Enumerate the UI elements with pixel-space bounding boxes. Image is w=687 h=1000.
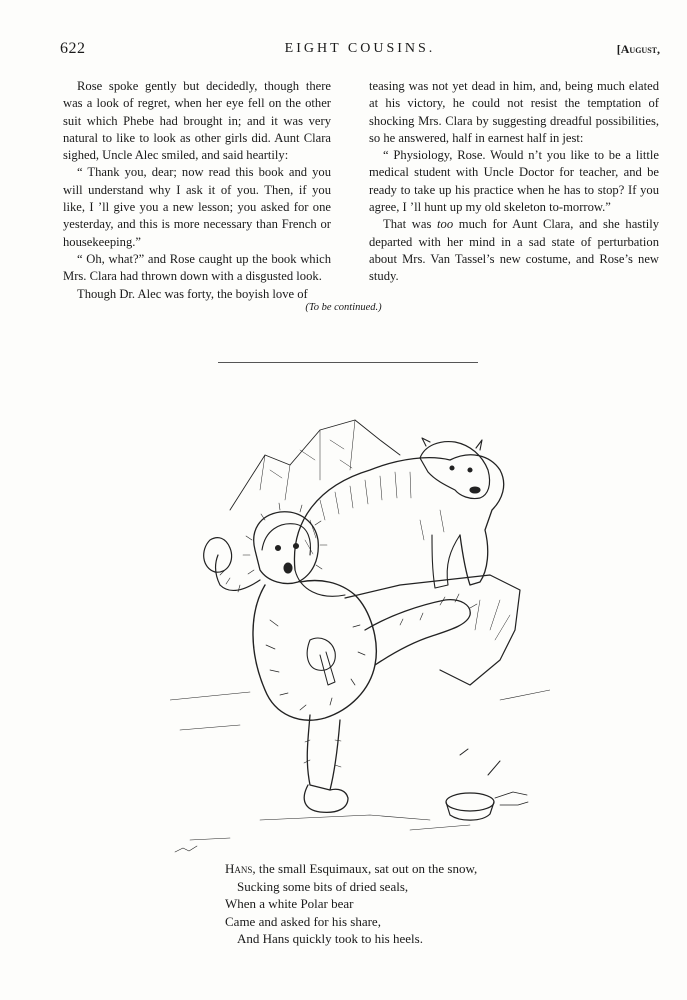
- verse-line: Sucking some bits of dried seals,: [237, 878, 409, 894]
- paragraph: Though Dr. Alec was forty, the boyish love of: [77, 286, 308, 301]
- verse-line-rest: , the small Esquimaux, sat out on the snow,: [252, 861, 478, 876]
- page-number: 622: [60, 40, 86, 57]
- polar-bear-and-boy-illustration: [170, 400, 550, 860]
- emphasis: too: [437, 217, 454, 232]
- paragraph: “ Physiology, Rose. Would n’t you like to be a little medical student with Uncle Doctor for teacher, and be ready to take up his practice when he has to stop? If you agree, I ’ll hunt up my old skeleton to-morrow.”: [369, 148, 659, 215]
- verse-line: When a white Polar bear: [225, 896, 354, 911]
- verse-line: [225, 860, 545, 878]
- verse-line: And Hans quickly took to his heels.: [237, 931, 423, 946]
- left-column: [63, 78, 331, 303]
- paragraph: teasing was not yet dead in him, and, being much elated at his victory, he could not resist the temptation of shocking Mrs. Clara by suggesting dreadful possibilities, so he answered, half in earnest half in jest:: [369, 79, 659, 145]
- paragraph: Rose spoke gently but decidedly, though there was a look of regret, when her eye fell on the other suit which Phebe had brought in; and it was very natural to like to look as other girls did. Aunt Clara sighed, Uncle Alec smiled, and said heartily:: [63, 79, 331, 163]
- to-be-continued: (To be continued.): [305, 302, 382, 313]
- section-divider: [218, 362, 478, 363]
- paragraph: “ Oh, what?” and Rose caught up the book which Mrs. Clara had thrown down with a disgusted look.: [63, 251, 331, 284]
- paragraph-lead: That was: [383, 217, 438, 232]
- running-title: EIGHT COUSINS.: [284, 41, 436, 56]
- paragraph: [369, 216, 659, 285]
- issue-month: [August,: [616, 42, 660, 56]
- verse-line: Came and asked for his share,: [225, 913, 381, 929]
- verse: [225, 860, 545, 948]
- paragraph: “ Thank you, dear; now read this book and you will understand why I ask it of you. Then, if you like, I ’ll give you a new lesson; you asked for one yesterday, and this is more necessary than French or housekeeping.”: [63, 165, 331, 249]
- running-header: [60, 40, 660, 62]
- verse-first-word: Hans: [225, 861, 253, 876]
- right-column: [369, 78, 659, 286]
- paragraph-rest: much for Aunt Clara, and she hastily departed with her mind in a sad state of perturbation about Mrs. Van Tassel’s new costume, and Rose’s new study.: [369, 217, 659, 284]
